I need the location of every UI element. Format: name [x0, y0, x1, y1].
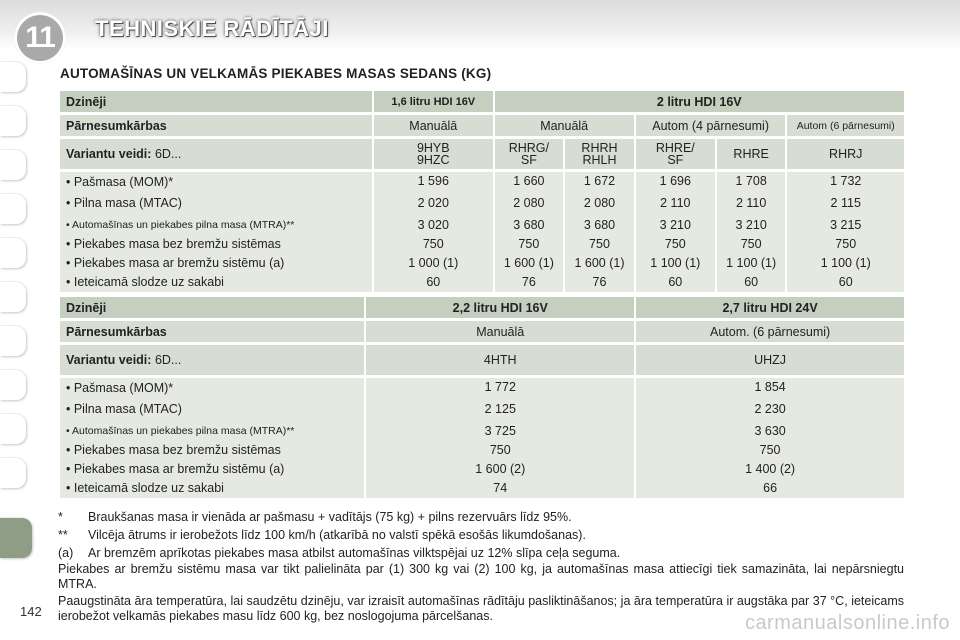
variant-cell: RHRE/ SF — [636, 139, 715, 169]
chapter-tab[interactable] — [0, 282, 26, 312]
engine-label: Dzinēji — [60, 297, 364, 318]
gearbox-cell: Manuālā — [366, 321, 634, 342]
mass-table-2 — [58, 294, 906, 501]
mass-table-1 — [58, 88, 906, 295]
chapter-tab[interactable] — [0, 326, 26, 356]
gearbox-cell: Autom (6 pārnesumi) — [787, 115, 904, 136]
item-labels: • Pašmasa (MOM)* • Pilna masa (MTAC) • Automašīnas un piekabes pilna masa (MTRA)** • Piekabes masa bez bremžu sistēmas • Piekabes masa ar bremžu sistēmu (a) • Ieteicamā slodze uz sakabi — [60, 378, 364, 498]
section-title: AUTOMAŠĪNAS UN VELKAMĀS PIEKABES MASAS SEDANS (KG) — [60, 66, 492, 81]
value-column: 1 596 2 020 3 020 750 1 000 (1) 60 — [374, 172, 493, 292]
footnote-star: * Braukšanas masa ir vienāda ar pašmasu + vadītājs (75 kg) + pilns rezervuārs līdz 95%. — [58, 510, 572, 524]
engine-header: 2 litru HDI 16V — [495, 91, 904, 112]
value-column: 1 854 2 230 3 630 750 1 400 (2) 66 — [636, 378, 904, 498]
footnote-double-star: ** Vilcēja ātrums ir ierobežots līdz 100 km/h (atkarībā no valstī spēkā esošās likumdošanas). — [58, 528, 586, 542]
variant-cell: RHRG/ SF — [495, 139, 564, 169]
gearbox-cell: Autom (4 pārnesumi) — [636, 115, 786, 136]
value-column: 1 772 2 125 3 725 750 1 600 (2) 74 — [366, 378, 634, 498]
gearbox-cell: Manuālā — [374, 115, 493, 136]
value-column: 1 708 2 110 3 210 750 1 100 (1) 60 — [717, 172, 786, 292]
chapter-tab[interactable] — [0, 106, 26, 136]
watermark: carmanualsonline.info — [744, 612, 950, 634]
chapter-tab[interactable] — [0, 194, 26, 224]
variant-cell: UHZJ — [636, 345, 904, 375]
note-paragraph: Paaugstināta āra temperatūra, lai saudzētu dzinēju, var izraisīt automašīnas rādītāju pasliktināšanos; ja āra temperatūra ir augstāka par 37 °C, ieteicams ierobežot velkamās piekabes masu līdz 600 kg, bez noslogojuma pārcelšanas. — [58, 594, 904, 623]
gearbox-label: Pārnesumkārbas — [60, 115, 372, 136]
variant-cell: RHRJ — [787, 139, 904, 169]
engine-header: 2,7 litru HDI 24V — [636, 297, 904, 318]
gearbox-cell: Manuālā — [495, 115, 634, 136]
chapter-tab[interactable] — [0, 370, 26, 400]
footnote-a: (a) Ar bremzēm aprīkotas piekabes masa atbilst automašīnas vilktspējai uz 12% slīpa ceļa seguma. — [58, 546, 621, 560]
value-column: 1 696 2 110 3 210 750 1 100 (1) 60 — [636, 172, 715, 292]
value-column: 1 660 2 080 3 680 750 1 600 (1) 76 — [495, 172, 564, 292]
page-title: TEHNISKIE RĀDĪTĀJI — [95, 16, 329, 41]
chapter-tab[interactable] — [0, 238, 26, 268]
chapter-tab[interactable] — [0, 62, 26, 92]
engine-header: 2,2 litru HDI 16V — [366, 297, 634, 318]
gearbox-cell: Autom. (6 pārnesumi) — [636, 321, 904, 342]
chapter-number: 11 — [25, 21, 55, 54]
variants-label: Variantu veidi: 6D... — [60, 139, 372, 169]
item-labels: • Pašmasa (MOM)* • Pilna masa (MTAC) • Automašīnas un piekabes pilna masa (MTRA)** • Piekabes masa bez bremžu sistēmas • Piekabes masa ar bremžu sistēmu (a) • Ieteicamā slodze uz sakabi — [60, 172, 372, 292]
page-number: 142 — [20, 604, 42, 619]
chapter-tab[interactable] — [0, 150, 26, 180]
gearbox-label: Pārnesumkārbas — [60, 321, 364, 342]
chapter-badge — [14, 12, 66, 64]
engine-label: Dzinēji — [60, 91, 372, 112]
variant-cell: RHRH RHLH — [565, 139, 634, 169]
variant-cell: 9HYB 9HZC — [374, 139, 493, 169]
note-paragraph: Piekabes ar bremžu sistēmu masa var tikt palielināta par (1) 300 kg vai (2) 100 kg, ja automašīnas masa attiecīgi tiek samazināta, lai nepārsniegtu MTRA. — [58, 562, 904, 591]
variant-cell: 4HTH — [366, 345, 634, 375]
value-column: 1 672 2 080 3 680 750 1 600 (1) 76 — [565, 172, 634, 292]
value-column: 1 732 2 115 3 215 750 1 100 (1) 60 — [787, 172, 904, 292]
chapter-tab-active[interactable] — [0, 518, 32, 558]
engine-header: 1,6 litru HDI 16V — [374, 91, 493, 112]
chapter-tab[interactable] — [0, 458, 26, 488]
chapter-tab[interactable] — [0, 414, 26, 444]
footnotes — [58, 510, 904, 624]
variants-label: Variantu veidi: 6D... — [60, 345, 364, 375]
variant-cell: RHRE — [717, 139, 786, 169]
chapter-tabs — [0, 62, 30, 572]
